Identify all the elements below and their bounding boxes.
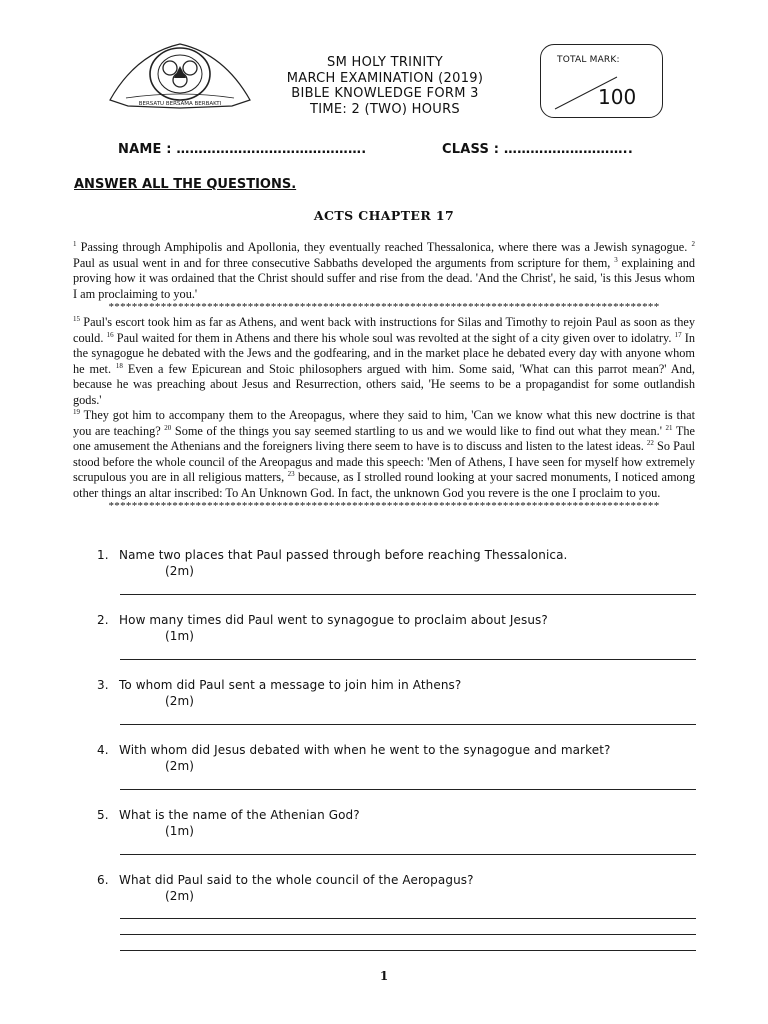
- passage-paragraph-1: [73, 240, 695, 302]
- page-number: 1: [379, 969, 389, 983]
- question-text: With whom did Jesus debated with when he went to the synagogue and market?: [119, 743, 611, 757]
- svg-text:BERSATU BERSAMA BERBAKTI: BERSATU BERSAMA BERBAKTI: [138, 101, 222, 107]
- answer-line[interactable]: [120, 724, 696, 725]
- question-number: 2.: [97, 613, 109, 627]
- question-marks: (1m): [165, 629, 195, 643]
- verse-number: 22: [646, 438, 654, 447]
- question-marks: (2m): [165, 564, 195, 578]
- exam-duration: TIME: 2 (TWO) HOURS: [310, 101, 460, 117]
- verse-number: 21: [665, 423, 673, 432]
- verse-text: Even a few Epicurean and Stoic philosophers argued with him. Some said, 'What can this parrot mean?' And, because he was preaching about Jesus and Resurrection, others said, 'He seems to be a propagandist for some outlandish gods.': [73, 361, 695, 407]
- reading-passage: [73, 240, 695, 511]
- chapter-title: ACTS CHAPTER 17: [313, 208, 455, 223]
- answer-line[interactable]: [120, 950, 696, 951]
- question-text: To whom did Paul sent a message to join him in Athens?: [119, 678, 462, 692]
- separator: ***********************************************************************************************: [108, 501, 660, 511]
- answer-line[interactable]: [120, 789, 696, 790]
- passage-paragraph-2: [73, 315, 695, 408]
- verse-text: Paul waited for them in Athens and there his whole soul was revolted at the sight of a city given over to idolatry.: [113, 330, 675, 345]
- verse-text: Paul as usual went in and for three consecutive Sabbaths developed the arguments from scripture for them,: [73, 255, 615, 270]
- question-number: 3.: [97, 678, 109, 692]
- question-text: What did Paul said to the whole council of the Aeropagus?: [119, 873, 474, 887]
- name-field[interactable]: NAME : …………………………………….: [118, 142, 367, 157]
- verse-number: 15: [73, 314, 80, 323]
- total-mark-box: [540, 44, 663, 118]
- question-text: Name two places that Paul passed through before reaching Thessalonica.: [119, 548, 568, 562]
- school-name: SM HOLY TRINITY: [327, 55, 443, 70]
- verse-number: 3: [614, 255, 618, 264]
- verse-number: 20: [164, 423, 172, 432]
- verse-number: 17: [674, 330, 682, 339]
- question-marks: (2m): [165, 889, 195, 903]
- verse-text: Passing through Amphipolis and Apollonia, they eventually reached Thessalonica, where there was a Jewish synagogue.: [76, 240, 692, 254]
- verse-number: 2: [691, 239, 695, 248]
- verse-text: So Paul stood before the whole council of the Areopagus and made this speech: 'Men of Athens, I have seen for myself how extremely scrupulous you are in all religious matters,: [73, 439, 696, 484]
- question-number: 1.: [97, 548, 109, 562]
- school-logo: [106, 40, 254, 114]
- answer-line[interactable]: [120, 918, 696, 919]
- question-marks: (2m): [165, 694, 195, 708]
- verse-text: explaining and proving how it was ordained that the Christ should suffer and rise from the dead. 'And the Christ', he said, 'is this Jesus whom I am proclaiming to you.': [73, 255, 696, 301]
- question-number: 6.: [97, 873, 109, 887]
- question-number: 4.: [97, 743, 109, 757]
- exam-header: [250, 55, 520, 117]
- verse-text: Paul's escort took him as far as Athens, and went back with instructions for Silas and Timothy to rejoin Paul as soon as they could.: [73, 315, 695, 345]
- answer-line[interactable]: [120, 594, 696, 595]
- verse-number: 23: [287, 469, 295, 478]
- verse-text: because, as I strolled round looking at your sacred monuments, I noticed among other things an altar inscribed: To An Unknown God. In fact, the unknown God you revere is the one I proclaim to you.: [73, 470, 695, 500]
- answer-line[interactable]: [120, 934, 696, 935]
- question-number: 5.: [97, 808, 109, 822]
- verse-text: The one amusement the Athenians and the foreigners living there seem to have is to discuss and listen to the latest ideas.: [73, 423, 695, 453]
- total-mark-label: TOTAL MARK:: [557, 55, 620, 65]
- verse-number: 18: [115, 361, 123, 370]
- passage-paragraph-3: [73, 408, 695, 501]
- question-text: How many times did Paul went to synagogue to proclaim about Jesus?: [119, 613, 548, 627]
- verse-number: 19: [73, 407, 80, 416]
- answer-line[interactable]: [120, 659, 696, 660]
- class-field[interactable]: CLASS : ………………………..: [442, 142, 633, 157]
- verse-text: Some of the things you say seemed startling to us and we would like to find out what they mean.': [171, 423, 666, 438]
- separator: ***********************************************************************************************: [108, 302, 660, 312]
- verse-text: They got him to accompany them to the Areopagus, where they said to him, 'Can we know what this new doctrine is that you are teaching?: [73, 408, 695, 438]
- instruction: ANSWER ALL THE QUESTIONS.: [74, 177, 297, 192]
- exam-title: MARCH EXAMINATION (2019): [286, 70, 484, 86]
- verse-number: 1: [73, 239, 77, 248]
- verse-number: 16: [106, 330, 114, 339]
- total-mark-value: 100: [598, 85, 637, 109]
- verse-text: In the synagogue he debated with the Jews and the godfearing, and in the market place he debated every day with anyone whom he met.: [73, 330, 695, 376]
- question-text: What is the name of the Athenian God?: [119, 808, 360, 822]
- question-marks: (2m): [165, 759, 195, 773]
- question-marks: (1m): [165, 824, 195, 838]
- subject-title: BIBLE KNOWLEDGE FORM 3: [291, 86, 479, 101]
- answer-line[interactable]: [120, 854, 696, 855]
